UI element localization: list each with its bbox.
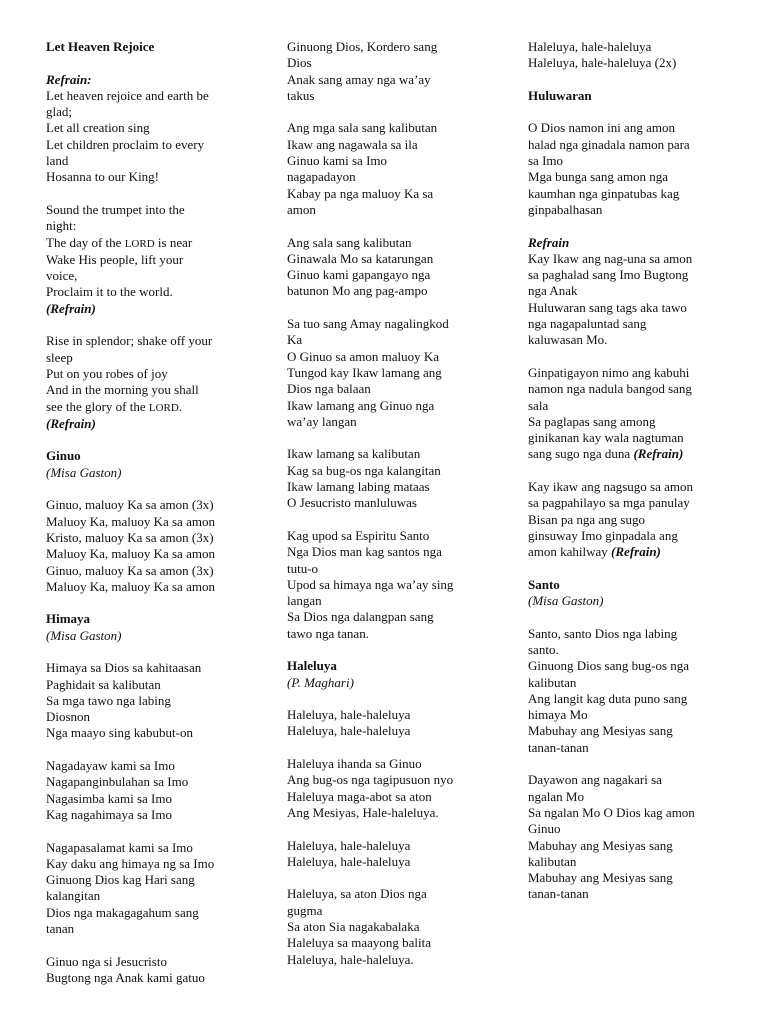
- lyric-line: halad nga ginadala namon para: [528, 136, 690, 152]
- lyric-line: Put on you robes of joy: [46, 365, 168, 381]
- lyric-line: sleep: [46, 349, 73, 365]
- lyric-line: Anak sang amay nga wa’ay: [287, 71, 431, 87]
- lyric-line: Bugtong nga Anak kami gatuo: [46, 969, 205, 985]
- composer-credit: (Misa Gaston): [46, 627, 122, 643]
- lyric-line: amon: [287, 201, 316, 217]
- lyric-line: Sa ngalan Mo O Dios kag amon: [528, 804, 695, 820]
- lyric-line: Bisan pa nga ang sugo: [528, 511, 645, 527]
- stanza-gap: [287, 821, 487, 837]
- lyric-line: Mga bunga sang amon nga: [528, 169, 669, 185]
- lyric-line: Maluoy Ka, maluoy Ka sa amon: [46, 578, 215, 594]
- stanza-gap: [528, 609, 728, 625]
- lyric-line: Ginuong Dios kag Hari sang: [46, 872, 195, 888]
- lyric-line: Dios nga balaan: [287, 381, 371, 397]
- lyric-line: night:: [46, 218, 77, 234]
- lyric-line: Sa tuo sang Amay nagalingkod: [287, 316, 449, 332]
- stanza-gap: [528, 561, 728, 577]
- lyric-line: Haleluya, hale-haleluya: [287, 853, 411, 869]
- lyric-line: wa’ay langan: [287, 413, 357, 429]
- lyric-line: Haleluya, sa aton Dios nga: [287, 886, 427, 902]
- lyric-line: takus: [287, 87, 315, 103]
- lyric-line: Refrain: [528, 234, 570, 250]
- lyric-line: Refrain:: [46, 71, 92, 87]
- lyric-line: Mabuhay ang Mesiyas sang: [528, 723, 673, 739]
- lyric-line: Ginawala Mo sa katarungan: [287, 250, 434, 266]
- composer-credit: (Misa Gaston): [528, 593, 604, 609]
- lyric-line: himaya Mo: [528, 707, 588, 723]
- lyric-line: batunon Mo ang pag-ampo: [287, 283, 428, 299]
- lyric-line: kaumhan nga ginpatubas kag: [528, 185, 680, 201]
- lyric-line: Nagadayaw kami sa Imo: [46, 758, 175, 774]
- lyric-line: Haleluya, hale-haleluya: [528, 39, 652, 54]
- stanza-gap: [287, 218, 487, 234]
- stanza-gap: [46, 55, 246, 71]
- lyric-line: Kay daku ang himaya ng sa Imo: [46, 855, 215, 871]
- lyric-line: ginpabalhasan: [528, 201, 603, 217]
- lyric-line: Haleluya, hale-haleluya: [287, 707, 411, 723]
- lyric-line: Paghidait sa kalibutan: [46, 676, 161, 692]
- lyric-line: Haleluya, hale-haleluya: [287, 837, 411, 853]
- lyric-line: O Jesucristo manluluwas: [287, 495, 417, 511]
- column-1: [46, 39, 246, 986]
- lyric-line: The day of the LORD is near: [46, 234, 193, 250]
- lyric-line: Let children proclaim to every: [46, 136, 205, 152]
- lyric-line: Ka: [287, 332, 303, 348]
- lyric-line: Ginuong Dios sang bug-os nga: [528, 658, 690, 674]
- lyric-line: Sa aton Sia nagakabalaka: [287, 919, 420, 935]
- lyric-line: gugma: [287, 902, 323, 918]
- lyric-line: Mabuhay ang Mesiyas sang: [528, 870, 673, 886]
- stanza-gap: [46, 742, 246, 758]
- lyric-line: Maluoy Ka, maluoy Ka sa amon: [46, 546, 215, 562]
- lyric-line: ginsuway Imo ginpadala ang: [528, 527, 678, 543]
- lyric-line: Haleluya maga-abot sa aton: [287, 788, 432, 804]
- lyric-line: langan: [287, 593, 322, 609]
- lyric-line: Ang sala sang kalibutan: [287, 234, 412, 250]
- lyric-line: Himaya sa Dios sa kahitaasan: [46, 660, 202, 676]
- lyric-line: kalibutan: [528, 674, 577, 690]
- lyric-line: (Refrain): [46, 300, 96, 316]
- lyric-line: Nga maayo sing kabubut-on: [46, 725, 193, 741]
- lyric-line: Mabuhay ang Mesiyas sang: [528, 837, 673, 853]
- lyric-line: Ang bug-os nga tagipusuon nyo: [287, 772, 454, 788]
- lyric-line: Let all creation sing: [46, 120, 150, 136]
- lyric-line: see the glory of the LORD.: [46, 398, 183, 414]
- lyric-line: kaluwasan Mo.: [528, 332, 608, 348]
- lyric-line: Rise in splendor; shake off your: [46, 333, 213, 349]
- lyric-line: Dios nga makagagahum sang: [46, 904, 199, 920]
- lyric-line: Diosnon: [46, 709, 91, 725]
- stanza-gap: [287, 512, 487, 528]
- lyric-line: nagapadayon: [287, 169, 356, 185]
- stanza-gap: [46, 937, 246, 953]
- refrain-marker: (Refrain): [633, 446, 684, 462]
- stanza-gap: [528, 72, 728, 88]
- lyric-line: amon kahilway (Refrain): [528, 544, 661, 560]
- column-3: [528, 39, 728, 903]
- stanza-gap: [46, 595, 246, 611]
- lyric-line: sala: [528, 397, 549, 413]
- lyric-line: Santo, santo Dios nga labing: [528, 625, 678, 641]
- lyric-line: Let heaven rejoice and earth be: [46, 87, 209, 103]
- lyric-line: Ginuo kami gapangayo nga: [287, 267, 431, 283]
- stanza-gap: [287, 104, 487, 120]
- lyric-line: Sound the trumpet into the: [46, 201, 185, 217]
- lyric-line: Nagapanginbulahan sa Imo: [46, 774, 189, 790]
- lyric-line: Nagasimba kami sa Imo: [46, 790, 172, 806]
- lyric-line: tanan-tanan: [528, 739, 589, 755]
- lyric-line: Ginuong Dios, Kordero sang: [287, 39, 438, 54]
- lyric-line: Ikaw ang nagawala sa ila: [287, 136, 418, 152]
- lyric-line: ngalan Mo: [528, 788, 584, 804]
- lyric-line: Kag sa bug-os nga kalangitan: [287, 462, 441, 478]
- lyric-line: Kay Ikaw ang nag-una sa amon: [528, 250, 693, 266]
- lyric-line: Sa paglapas sang among: [528, 413, 656, 429]
- lyric-line: (Refrain): [46, 415, 96, 431]
- lyric-line: Kristo, maluoy Ka sa amon (3x): [46, 529, 214, 545]
- lyric-line: Haleluya sa maayong balita: [287, 935, 432, 951]
- lyric-line: Ginuo nga si Jesucristo: [46, 953, 167, 969]
- lyric-line: sa Imo: [528, 153, 564, 169]
- stanza-gap: [287, 300, 487, 316]
- stanza-gap: [528, 756, 728, 772]
- stanza-gap: [287, 642, 487, 658]
- lyric-line: kalibutan: [528, 853, 577, 869]
- lyric-line: Sa mga tawo nga labing: [46, 692, 171, 708]
- stanza-gap: [46, 432, 246, 448]
- lyric-line: Nga Dios man kag santos nga: [287, 544, 442, 560]
- stanza-gap: [46, 823, 246, 839]
- lyric-line: Nagapasalamat kami sa Imo: [46, 839, 193, 855]
- stanza-gap: [528, 463, 728, 479]
- stanza-gap: [528, 218, 728, 234]
- stanza-gap: [528, 104, 728, 120]
- lyric-line: sa pagpahilayo sa mga panulay: [528, 495, 690, 511]
- lyric-line: tawo nga tanan.: [287, 625, 369, 641]
- lyric-line: Kag upod sa Espiritu Santo: [287, 527, 430, 543]
- lyric-line: sang sugo nga duna (Refrain): [528, 446, 684, 462]
- lyric-line: Ikaw lamang sa kalibutan: [287, 446, 421, 462]
- lyric-line: Hosanna to our King!: [46, 169, 160, 185]
- stanza-gap: [287, 691, 487, 707]
- lyric-line: kalangitan: [46, 888, 101, 904]
- lyric-line: Ginuo, maluoy Ka sa amon (3x): [46, 562, 214, 578]
- lyric-line: Ginuo, maluoy Ka sa amon (3x): [46, 497, 214, 513]
- lyric-line: Tungod kay Ikaw lamang ang: [287, 364, 442, 380]
- lyric-line: tanan-tanan: [528, 886, 589, 902]
- section-heading: Haleluya: [287, 658, 337, 674]
- stanza-gap: [528, 349, 728, 365]
- lyric-line: Ginpatigayon nimo ang kabuhi: [528, 364, 690, 380]
- refrain-marker: (Refrain): [611, 544, 661, 560]
- column-2: [287, 39, 487, 968]
- lyric-line: nga Anak: [528, 283, 578, 299]
- lyric-line: Kay ikaw ang nagsugo sa amon: [528, 479, 693, 495]
- lyric-line: Sa Dios nga dalangpan sang: [287, 609, 434, 625]
- lyric-line: tutu-o: [287, 560, 319, 576]
- lyric-line: santo.: [528, 641, 559, 657]
- lyric-line: Dayawon ang nagakari sa: [528, 772, 662, 788]
- lyric-line: Maluoy Ka, maluoy Ka sa amon: [46, 513, 215, 529]
- stanza-gap: [46, 644, 246, 660]
- lyric-line: namon nga nadula bangod sang: [528, 381, 692, 397]
- lyric-line: Ang mga sala sang kalibutan: [287, 120, 438, 136]
- lyric-line: Haleluya, hale-haleluya: [287, 723, 411, 739]
- section-heading: Himaya: [46, 611, 91, 627]
- stanza-gap: [287, 870, 487, 886]
- lyric-line: Ikaw lamang labing mataas: [287, 479, 430, 495]
- lyric-line: nga nagapaluntad sang: [528, 316, 647, 332]
- lyric-line: Haleluya ihanda sa Ginuo: [287, 756, 422, 772]
- lyric-line: Proclaim it to the world.: [46, 284, 173, 300]
- stanza-gap: [46, 481, 246, 497]
- lyric-line: tanan: [46, 921, 75, 937]
- lyric-line: Ikaw lamang ang Ginuo nga: [287, 397, 435, 413]
- section-heading: Huluwaran: [528, 87, 592, 103]
- lyric-line: O Dios namon ini ang amon: [528, 120, 675, 136]
- lyric-line: Ginuo kami sa Imo: [287, 153, 388, 169]
- lyric-line: voice,: [46, 268, 78, 284]
- lyric-line: Kabay pa nga maluoy Ka sa: [287, 185, 434, 201]
- stanza-gap: [46, 317, 246, 333]
- lyric-line: Haleluya, hale-haleluya.: [287, 951, 414, 967]
- lyric-line: ginikanan kay wala nagtuman: [528, 430, 684, 446]
- lyric-line: glad;: [46, 104, 72, 120]
- lyric-line: Ginuo: [528, 821, 561, 837]
- section-heading: Let Heaven Rejoice: [46, 39, 155, 54]
- lyric-line: Kag nagahimaya sa Imo: [46, 806, 172, 822]
- lyric-line: Huluwaran sang tags aka tawo: [528, 299, 687, 315]
- lyric-line: O Ginuo sa amon maluoy Ka: [287, 348, 440, 364]
- stanza-gap: [287, 740, 487, 756]
- composer-credit: (P. Maghari): [287, 674, 354, 690]
- lyric-line: land: [46, 153, 69, 169]
- stanza-gap: [46, 186, 246, 202]
- lyric-line: Dios: [287, 55, 312, 71]
- section-heading: Ginuo: [46, 448, 81, 464]
- lyric-line: Ang langit kag duta puno sang: [528, 690, 688, 706]
- stanza-gap: [287, 430, 487, 446]
- section-heading: Santo: [528, 576, 560, 592]
- lyric-line: Ang Mesiyas, Hale-haleluya.: [287, 804, 439, 820]
- lyric-line: Wake His people, lift your: [46, 251, 184, 267]
- composer-credit: (Misa Gaston): [46, 464, 122, 480]
- lyric-line: And in the morning you shall: [46, 382, 199, 398]
- lyric-line: sa paghalad sang Imo Bugtong: [528, 267, 689, 283]
- lyric-line: Haleluya, hale-haleluya (2x): [528, 55, 677, 71]
- lyric-line: Upod sa himaya nga wa’ay sing: [287, 576, 454, 592]
